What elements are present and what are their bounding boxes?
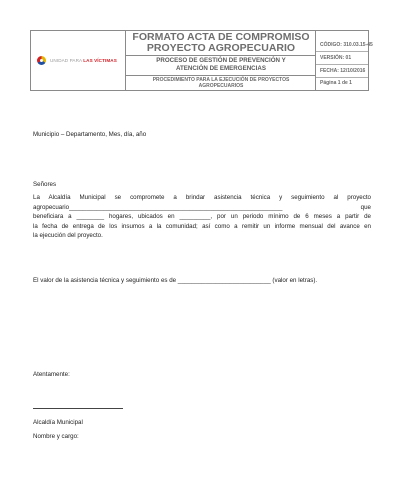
procedure-name: PROCEDIMIENTO PARA LA EJECUCIÓN DE PROYECTOS AGROPECUARIOS bbox=[152, 77, 290, 89]
paragraph-line: la fecha de entrega de los insumos a la comunidad; así como a remitir un informe mensual del avance en bbox=[33, 222, 371, 230]
metadata-cell bbox=[316, 31, 373, 90]
paragraph-line: beneficiara a ________ hogares, ubicados en _________, por un periodo mínimo de 6 meses a partir de bbox=[33, 213, 371, 220]
meta-divider bbox=[316, 51, 368, 52]
salutation: Señores bbox=[33, 181, 57, 188]
meta-divider bbox=[316, 77, 368, 78]
document-code: CÓDIGO: 310.03.15-45 bbox=[320, 42, 373, 48]
document-header-table bbox=[30, 30, 373, 91]
page-number: Página 1 de 1 bbox=[320, 80, 352, 86]
logo-text: UNIDAD PARA LAS VÍCTIMAS bbox=[50, 58, 117, 63]
signature-name-label: Nombre y cargo: bbox=[33, 433, 79, 440]
unidad-victimas-logo bbox=[37, 56, 117, 65]
document-version: VERSIÓN: 01 bbox=[320, 55, 352, 61]
paragraph-line: la ejecución del proyecto. bbox=[33, 232, 103, 239]
commitment-paragraph bbox=[33, 193, 371, 241]
paragraph-line: La Alcaldía Municipal se compromete a brindar asistencia técnica y seguimiento al proyecto bbox=[33, 194, 371, 201]
document-date: FECHA: 12/10/2016 bbox=[320, 68, 366, 74]
logo-cell bbox=[31, 31, 126, 90]
place-date: Municipio – Departamento, Mes, día, año bbox=[33, 131, 147, 138]
paragraph-line: agropecuario______________________________________________________________ que bbox=[33, 203, 371, 211]
logo-emblem-icon bbox=[37, 56, 46, 65]
closing: Atentamente: bbox=[33, 371, 70, 378]
value-statement: El valor de la asistencia técnica y seguimiento es de ___________________________ (valor en letras). bbox=[33, 277, 318, 284]
signature-entity: Alcaldía Municipal bbox=[33, 419, 83, 426]
title-cell bbox=[126, 31, 316, 90]
meta-divider bbox=[316, 64, 368, 65]
process-name: PROCESO DE GESTIÓN DE PREVENCIÓN Y ATENCIÓN DE EMERGENCIAS bbox=[156, 57, 286, 72]
document-title: FORMATO ACTA DE COMPROMISO PROYECTO AGROPECUARIO bbox=[132, 31, 310, 54]
signature-line bbox=[33, 408, 123, 409]
